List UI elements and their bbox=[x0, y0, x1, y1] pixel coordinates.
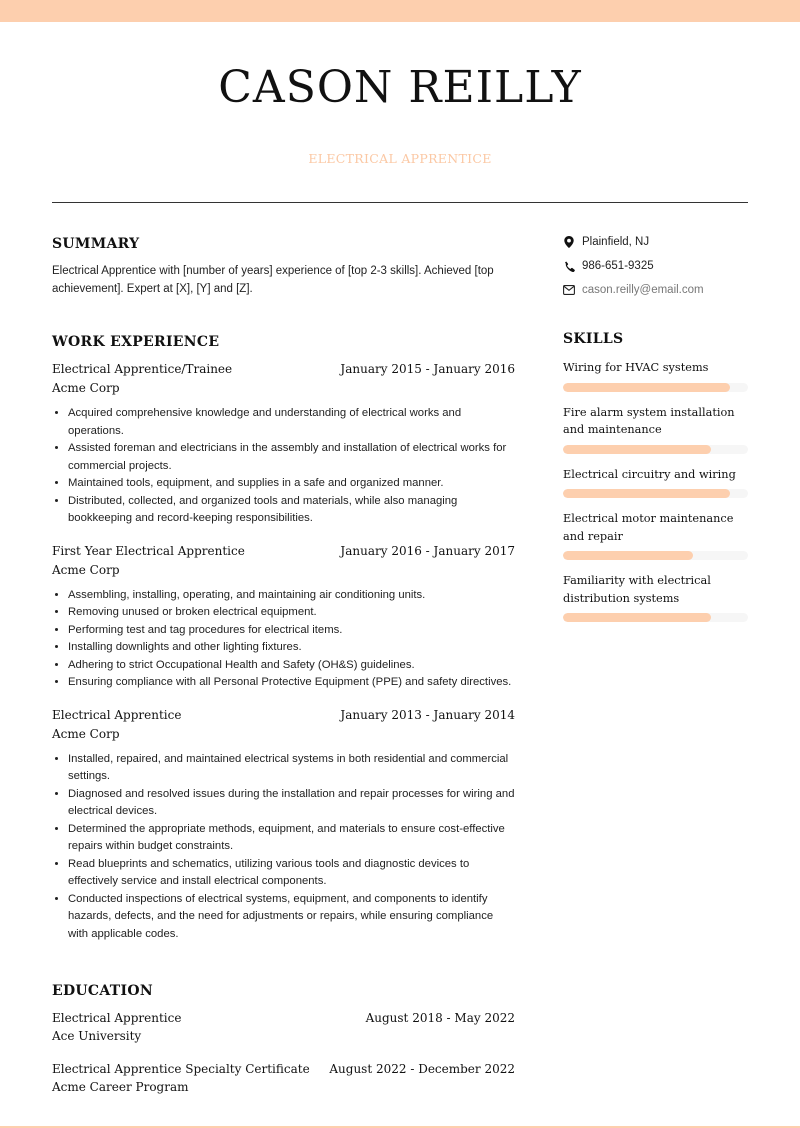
skills-heading: SKILLS bbox=[563, 331, 624, 347]
skill-bar-fill bbox=[563, 445, 711, 454]
skill-bar-track bbox=[563, 445, 748, 454]
skill-name: Familiarity with electrical distribution systems bbox=[563, 574, 711, 605]
job-title: First Year Electrical Apprentice bbox=[52, 543, 245, 558]
summary-section bbox=[52, 236, 515, 298]
skill-bar-fill bbox=[563, 383, 730, 392]
job-company: Acme Corp bbox=[52, 381, 120, 395]
skill-item bbox=[563, 359, 748, 392]
education-dates: August 2018 - May 2022 bbox=[365, 1011, 515, 1025]
job-bullet: • Assembling, installing, operating, and maintaining air conditioning units. bbox=[68, 587, 515, 605]
education-section bbox=[52, 983, 515, 1094]
skill-name: Wiring for HVAC systems bbox=[563, 361, 709, 374]
education-entry bbox=[52, 1011, 515, 1043]
job-title: Electrical Apprentice bbox=[52, 707, 182, 722]
job-bullet: • Diagnosed and resolved issues during the installation and repair processes for wiring and electrical devices. bbox=[68, 786, 515, 821]
job-bullet: • Adhering to strict Occupational Health and Safety (OH&S) guidelines. bbox=[68, 657, 515, 675]
education-school: Acme Career Program bbox=[52, 1080, 189, 1094]
location-pin-icon bbox=[563, 236, 575, 248]
summary-heading: SUMMARY bbox=[52, 236, 140, 252]
top-accent-bar bbox=[0, 0, 800, 22]
contact-phone bbox=[563, 258, 748, 274]
job-entry bbox=[52, 708, 515, 944]
job-bullet: • Acquired comprehensive knowledge and understanding of electrical works and operations. bbox=[68, 405, 515, 440]
phone-text: 986-651-9325 bbox=[582, 260, 654, 272]
skill-item bbox=[563, 404, 748, 454]
skill-name: Electrical motor maintenance and repair bbox=[563, 512, 734, 543]
education-school: Ace University bbox=[52, 1029, 142, 1043]
skill-bar-fill bbox=[563, 613, 711, 622]
skill-bar-track bbox=[563, 383, 748, 392]
skill-bar-track bbox=[563, 551, 748, 560]
education-heading: EDUCATION bbox=[52, 983, 153, 999]
skill-item bbox=[563, 466, 748, 499]
job-bullet: • Distributed, collected, and organized tools and materials, while also managing bookkeeping and record-keeping responsibilities. bbox=[68, 493, 515, 528]
education-degree: Electrical Apprentice Specialty Certificate bbox=[52, 1062, 310, 1076]
job-bullets bbox=[52, 751, 515, 944]
job-entry bbox=[52, 362, 515, 528]
job-bullet: • Performing test and tag procedures for electrical items. bbox=[68, 622, 515, 640]
work-experience-heading: WORK EXPERIENCE bbox=[52, 334, 220, 350]
job-entry bbox=[52, 544, 515, 692]
education-entry bbox=[52, 1062, 515, 1094]
job-dates: January 2016 - January 2017 bbox=[340, 543, 515, 558]
job-bullet: • Installed, repaired, and maintained electrical systems in both residential and commercial settings. bbox=[68, 751, 515, 786]
job-bullet: • Conducted inspections of electrical systems, equipment, and components to identify hazards, defects, and the need for adjustments or repairs, while ensuring compliance with applicable codes. bbox=[68, 891, 515, 944]
location-text: Plainfield, NJ bbox=[582, 236, 650, 248]
contact-location bbox=[563, 234, 748, 250]
email-icon bbox=[563, 284, 575, 296]
phone-icon bbox=[563, 260, 575, 272]
candidate-name: CASON REILLY bbox=[218, 62, 582, 113]
job-title: Electrical Apprentice/Trainee bbox=[52, 362, 233, 376]
skill-bar-fill bbox=[563, 489, 730, 498]
candidate-title: ELECTRICAL APPRENTICE bbox=[308, 151, 492, 166]
job-bullet: • Assisted foreman and electricians in the assembly and installation of electrical works for commercial projects. bbox=[68, 440, 515, 475]
job-bullet: • Installing downlights and other lighting fixtures. bbox=[68, 639, 515, 657]
job-bullet: • Read blueprints and schematics, utilizing various tools and diagnostic devices to effectively service and install electrical components. bbox=[68, 856, 515, 891]
email-link[interactable]: cason.reilly@email.com bbox=[582, 284, 704, 296]
contact-email[interactable] bbox=[563, 282, 748, 298]
job-bullets bbox=[52, 405, 515, 528]
job-dates: January 2015 - January 2016 bbox=[340, 362, 515, 376]
work-experience-section bbox=[52, 334, 515, 943]
skill-bar-track bbox=[563, 489, 748, 498]
summary-text: Electrical Apprentice with [number of years] experience of [top 2-3 skills]. Achieved [top achievement]. Expert at [X], [Y] and [Z]. bbox=[52, 265, 494, 295]
skill-bar-track bbox=[563, 613, 748, 622]
job-dates: January 2013 - January 2014 bbox=[340, 707, 515, 722]
job-bullets bbox=[52, 587, 515, 692]
skill-name: Electrical circuitry and wiring bbox=[563, 467, 736, 481]
job-bullet: • Determined the appropriate methods, equipment, and materials to ensure cost-effective repairs within budget constraints. bbox=[68, 821, 515, 856]
job-company: Acme Corp bbox=[52, 726, 120, 741]
job-bullet: • Maintained tools, equipment, and supplies in a safe and organized manner. bbox=[68, 475, 515, 493]
main-column bbox=[52, 236, 515, 1094]
education-degree: Electrical Apprentice bbox=[52, 1011, 182, 1025]
job-bullet: • Removing unused or broken electrical equipment. bbox=[68, 604, 515, 622]
job-company: Acme Corp bbox=[52, 562, 120, 577]
header-divider bbox=[52, 202, 748, 203]
skill-name: Fire alarm system installation and maintenance bbox=[563, 405, 735, 436]
side-column bbox=[563, 234, 748, 622]
job-bullet: • Ensuring compliance with all Personal Protective Equipment (PPE) and safety directives. bbox=[68, 674, 515, 692]
skill-bar-fill bbox=[563, 551, 693, 560]
skill-item bbox=[563, 510, 748, 560]
education-dates: August 2022 - December 2022 bbox=[329, 1062, 515, 1076]
skill-item bbox=[563, 572, 748, 622]
